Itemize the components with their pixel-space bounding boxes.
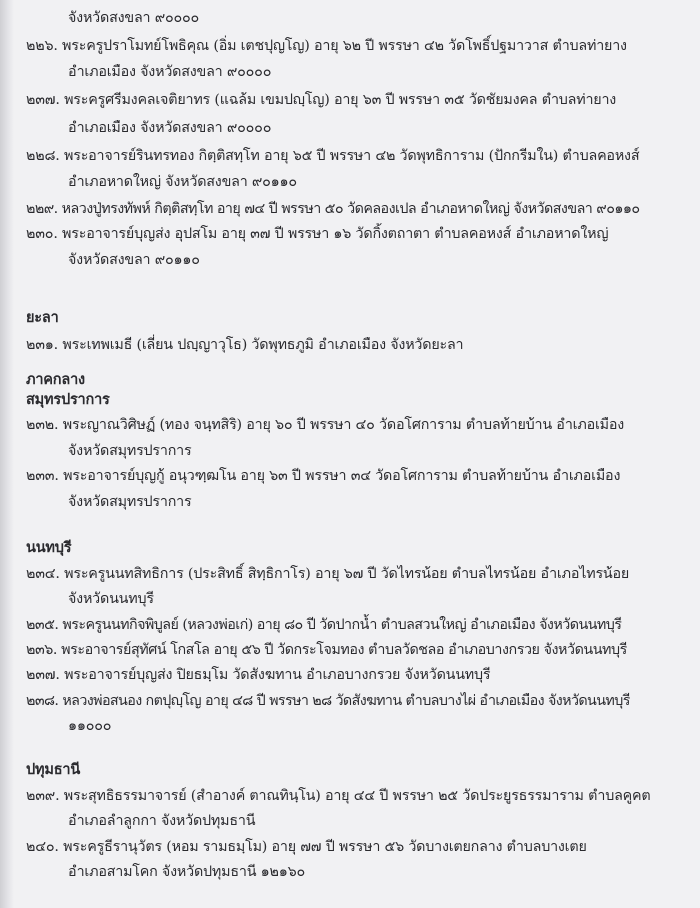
item-number: ๒๔๐. (26, 839, 59, 855)
list-item (26, 146, 639, 166)
section-heading-nonthaburi: นนทบุรี (26, 539, 72, 556)
item-continuation: อำเภอสามโคก จังหวัดปทุมธานี ๑๒๑๖๐ (68, 864, 306, 880)
item-continuation: จังหวัดสงขลา ๙๐๑๑๐ (68, 252, 200, 268)
item-number: ๒๓๘. (26, 693, 59, 709)
item-text: พระครูธีรานุวัตร (หอม รามธมฺโม) อายุ ๗๗ ปี พรรษา ๕๖ วัดบางเตยกลาง ตำบลบางเตย (63, 839, 587, 855)
list-item (26, 36, 627, 56)
item-text: พระครูนนทสิทธิการ (ประสิทธิ์ สิทฺธิกาโร) อายุ ๖๗ ปี วัดไทรน้อย ตำบลไทรน้อย อำเภอไทรน้อย (64, 566, 630, 582)
list-item (26, 199, 640, 219)
item-text: พระครูนนทกิจพิบูลย์ (หลวงพ่อเก่) อายุ ๘๐ ปี วัดปากน้ำ ตำบลสวนใหญ่ อำเภอเมือง จังหวัดนนทบุรี (62, 617, 622, 633)
list-item (26, 691, 630, 711)
item-text: พระเทพเมธี (เลี่ยน ปญฺญาวุโธ) วัดพุทธภูมิ อำเภอเมือง จังหวัดยะลา (62, 337, 464, 353)
item-continuation: จังหวัดสมุทรปราการ (68, 494, 192, 510)
item-number: ๒๓๔. (26, 566, 60, 582)
item-text: หลวงพ่อสนอง กตปุญฺโญ อายุ ๔๘ ปี พรรษา ๒๘ วัดสังฆทาน ตำบลบางไผ่ อำเภอเมือง จังหวัดนนทบุรี (62, 693, 630, 709)
item-continuation: จังหวัดนนทบุรี (68, 591, 154, 607)
list-item (26, 466, 620, 486)
item-text: พระอาจารย์รินทรทอง กิตฺติสทฺโท อายุ ๖๕ ปี พรรษา ๔๒ วัดพุทธิการาม (ปักกรีมใน) ตำบลคอหงส์ (63, 148, 640, 164)
list-item (26, 837, 587, 857)
list-item (26, 90, 616, 110)
item-text: หลวงปู่ทรงทัพห์ กิตฺติสทฺโท อายุ ๗๔ ปี พรรษา ๕๐ วัดคลองเปล อำเภอหาดใหญ่ จังหวัดสงขลา ๙๐๑๑๐ (61, 201, 640, 217)
item-continuation: อำเภอลำลูกกา จังหวัดปทุมธานี (68, 813, 256, 829)
item-text: พระครูปราโมทย์โพธิคุณ (อิ่ม เตชปุญโญ) อายุ ๖๒ ปี พรรษา ๔๒ วัดโพธิ์ปฐมาวาส ตำบลท่ายาง (62, 38, 627, 54)
item-text: พระญาณวิศิษฏ์ (ทอง จนฺทสิริ) อายุ ๖๐ ปี พรรษา ๔๐ วัดอโศการาม ตำบลท้ายบ้าน อำเภอเมือง (62, 417, 625, 433)
item-number: ๒๓๓. (26, 468, 59, 484)
list-item (26, 615, 621, 635)
item-number: ๒๓๐. (26, 226, 58, 242)
section-heading-pathumthani: ปทุมธานี (26, 761, 81, 778)
region-heading-central: ภาคกลาง (26, 371, 85, 388)
list-item (26, 415, 624, 435)
item-number: ๒๓๕. (26, 617, 59, 633)
item-text: พระอาจารย์สุทัศน์ โกสโล อายุ ๕๖ ปี วัดกระโจมทอง ตำบลวัดชลอ อำเภอบางกรวย จังหวัดนนทบุรี (61, 642, 627, 658)
list-item (26, 665, 490, 685)
item-number: ๒๒๘. (26, 148, 60, 164)
item-number: ๒๒๖. (26, 38, 58, 54)
list-item (26, 335, 463, 355)
continuation-line: จังหวัดสงขลา ๙๐๐๐๐ (68, 10, 200, 26)
item-continuation: อำเภอหาดใหญ่ จังหวัดสงขลา ๙๐๑๑๐ (68, 174, 297, 190)
item-continuation: ๑๑๐๐๐ (68, 718, 112, 734)
item-number: ๒๓๖. (26, 642, 58, 658)
item-text: พระสุทธิธรรมาจารย์ (สำอางค์ ตาณทินฺโน) อายุ ๔๔ ปี พรรษา ๒๕ วัดประยูรธรรมาราม ตำบลคูคต (63, 788, 651, 804)
list-item (26, 564, 629, 584)
item-text: พระอาจารย์บุญส่ง ปิยธมฺโม วัดสังฆทาน อำเภอบางกรวย จังหวัดนนทบุรี (64, 667, 491, 683)
section-heading-yala: ยะลา (26, 309, 59, 326)
item-continuation: อำเภอเมือง จังหวัดสงขลา ๙๐๐๐๐ (68, 64, 272, 80)
item-number: ๒๒๙. (26, 201, 58, 217)
item-number: ๒๓๙. (26, 788, 60, 804)
section-heading-samutprakan: สมุทรปราการ (26, 391, 110, 408)
item-number: ๒๓๑. (26, 337, 59, 353)
item-text: พระอาจารย์บุญกู้ อนุวฑฺฒโน อายุ ๖๓ ปี พรรษา ๓๔ วัดอโศการาม ตำบลท้ายบ้าน อำเภอเมือง (63, 468, 621, 484)
item-continuation: อำเภอเมือง จังหวัดสงขลา ๙๐๐๐๐ (68, 120, 272, 136)
item-text: พระอาจารย์บุญส่ง อุปสโม อายุ ๓๗ ปี พรรษา ๑๖ วัดกิ้งตถาตา ตำบลคอหงส์ อำเภอหาดใหญ่ (62, 226, 609, 242)
list-item (26, 786, 650, 806)
item-number: ๒๓๒. (26, 417, 59, 433)
item-continuation: จังหวัดสมุทรปราการ (68, 443, 192, 459)
list-item (26, 640, 627, 660)
item-number: ๒๓๗. (26, 667, 60, 683)
list-item (26, 224, 608, 244)
item-number: ๒๓๗. (26, 92, 60, 108)
item-text: พระครูศรีมงคลเจติยาทร (แฉล้ม เขมปญฺโญ) อายุ ๖๓ ปี พรรษา ๓๕ วัดชัยมงคล ตำบลท่ายาง (64, 92, 617, 108)
